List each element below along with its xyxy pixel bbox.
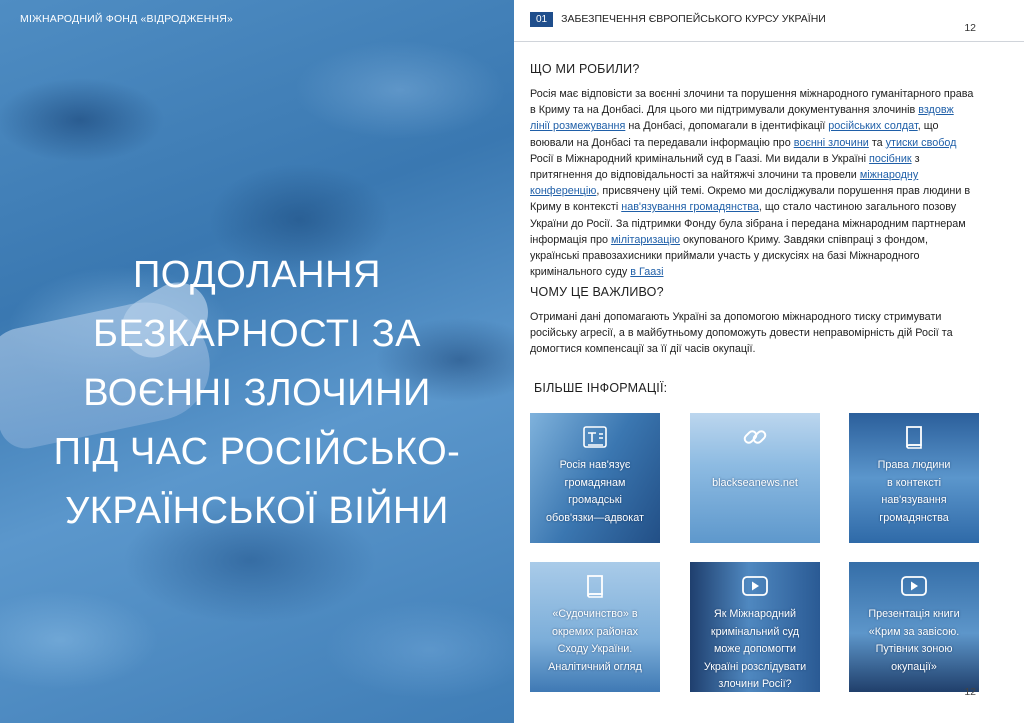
paragraph-text: та bbox=[868, 136, 886, 149]
tile-caption-line: Україні розслідувати bbox=[703, 660, 807, 673]
tile-caption-line: Презентація книги bbox=[868, 608, 960, 620]
video-play-icon bbox=[900, 572, 928, 600]
tile-caption-line: громадянам bbox=[564, 476, 626, 489]
inline-link[interactable]: посібник bbox=[869, 152, 912, 165]
section-title: ЗАБЕЗПЕЧЕННЯ ЄВРОПЕЙСЬКОГО КУРСУ УКРАЇНИ bbox=[561, 13, 826, 25]
title-line: ПОДОЛАННЯ bbox=[132, 254, 381, 296]
paragraph-text: на Донбасі, допомагали в ідентифікації bbox=[625, 120, 829, 133]
section-number-badge: 01 bbox=[530, 12, 553, 27]
header-divider bbox=[514, 41, 1024, 42]
why-important-text: Отримані дані допомагають Україні за допомогою міжнародного тиску стримувати російську агресії, а в майбутньому допоможуть довести неправомірність дій Росії та домогтися компенсації за її дії часів окупації. bbox=[530, 311, 953, 356]
inline-link[interactable]: мілітаризацію bbox=[610, 233, 680, 246]
content-panel bbox=[514, 0, 1024, 723]
tile-caption-line: обов'язки—адвокат bbox=[546, 511, 644, 524]
page-number-bottom: 12 bbox=[964, 686, 976, 698]
inline-link[interactable]: нав'язування громадянства bbox=[621, 201, 759, 214]
tile-caption-line: нав'язування bbox=[881, 494, 947, 506]
paragraph-text: окупованого Криму. Завдяки співпраці з фондом, українські правозахисники приймали участь у дискусіях на базі Міжнародного кримінального суду bbox=[530, 233, 928, 279]
tile-caption-line: Як Міжнародний bbox=[713, 608, 797, 620]
tile-caption-line: Путівник зоною bbox=[875, 643, 953, 655]
tile-caption-line: окремих районах bbox=[551, 625, 638, 638]
tile-caption-line: злочини Росії? bbox=[718, 678, 792, 690]
what-we-did-heading: ЩО МИ РОБИЛИ? bbox=[530, 62, 640, 76]
tile-caption-line: Права людини bbox=[877, 459, 951, 471]
what-we-did-text bbox=[530, 86, 976, 280]
paragraph-text: Росія має відповісти за воєнні злочини та порушення міжнародного гуманітарного права в Криму та на Донбасі. Для цього ми підтримували документування злочинів bbox=[530, 88, 974, 117]
fund-name: МІЖНАРОДНИЙ ФОНД «ВІДРОДЖЕННЯ» bbox=[20, 13, 234, 25]
video-play-icon bbox=[741, 572, 769, 600]
info-tile[interactable] bbox=[690, 562, 820, 692]
tile-caption-line: може допомогти bbox=[713, 643, 797, 655]
inline-link[interactable]: утиски свобод bbox=[885, 136, 957, 149]
inline-link[interactable]: російських солдат bbox=[828, 120, 918, 133]
tile-caption-line: громадські bbox=[568, 494, 622, 506]
tile-caption-line: Сходу України. bbox=[557, 643, 633, 655]
inline-link[interactable]: вздовж лінії розмежування bbox=[530, 104, 954, 133]
paragraph-text: Росії в Міжнародний кримінальний суд в Гаазі. Ми видали в Україні bbox=[530, 152, 870, 165]
paragraph-text: , що воювали на Донбасі та передавали інформацію про bbox=[530, 120, 939, 149]
tile-caption bbox=[534, 457, 656, 527]
info-tile[interactable] bbox=[690, 413, 820, 543]
link-icon bbox=[741, 423, 769, 451]
more-info-heading: БІЛЬШЕ ІНФОРМАЦІЇ: bbox=[534, 381, 668, 395]
title-line: ВОЄННІ ЗЛОЧИНИ bbox=[83, 372, 431, 414]
info-tile[interactable] bbox=[849, 562, 979, 692]
tile-caption bbox=[853, 457, 975, 527]
inline-link[interactable]: міжнародну конференцію bbox=[530, 169, 919, 198]
info-tile[interactable] bbox=[530, 413, 660, 543]
inline-link[interactable]: воєнні злочини bbox=[793, 136, 869, 149]
page-number-top: 12 bbox=[964, 22, 976, 34]
why-important-heading: ЧОМУ ЦЕ ВАЖЛИВО? bbox=[530, 285, 664, 299]
paragraph-text: , що стало частиною загального позову України до Росії. За підтримки Фонду була зібрана і передана міжнародним партнерам інформація про bbox=[530, 201, 966, 246]
tile-caption bbox=[694, 475, 816, 493]
book-icon bbox=[581, 572, 609, 600]
paragraph-text: , присвячену цій темі. Окремо ми досліджували порушення прав людини в Криму в контексті bbox=[530, 185, 971, 214]
tile-caption-line: Росія нав'язує bbox=[559, 459, 631, 471]
page-title bbox=[20, 246, 494, 541]
inline-link[interactable]: в Гаазі bbox=[630, 266, 664, 279]
info-tile[interactable] bbox=[530, 562, 660, 692]
article-icon bbox=[581, 423, 609, 451]
title-line: БЕЗКАРНОСТІ ЗА bbox=[92, 313, 422, 355]
tile-caption-line: громадянства bbox=[879, 511, 949, 524]
tile-caption-line: окупації» bbox=[891, 660, 937, 673]
tile-caption-line: Аналітичний огляд bbox=[548, 660, 642, 673]
tile-caption bbox=[853, 606, 975, 676]
info-tile[interactable] bbox=[849, 413, 979, 543]
tile-caption-line: blackseanews.net bbox=[712, 477, 798, 489]
tile-caption-line: «Крим за завісою. bbox=[868, 625, 960, 638]
paragraph-text: з притягнення до відповідальності за найтяжчі злочини та провели bbox=[530, 152, 920, 182]
tile-caption-line: «Судочинство» в bbox=[552, 608, 638, 620]
tile-caption-line: в контексті bbox=[887, 476, 941, 489]
title-line: УКРАЇНСЬКОЇ ВІЙНИ bbox=[65, 490, 449, 532]
title-line: ПІД ЧАС РОСІЙСЬКО- bbox=[53, 431, 461, 473]
book-icon bbox=[900, 423, 928, 451]
section-header bbox=[530, 10, 826, 28]
tile-caption bbox=[534, 606, 656, 676]
tile-caption bbox=[694, 606, 816, 692]
tile-caption-line: кримінальний суд bbox=[710, 625, 800, 638]
